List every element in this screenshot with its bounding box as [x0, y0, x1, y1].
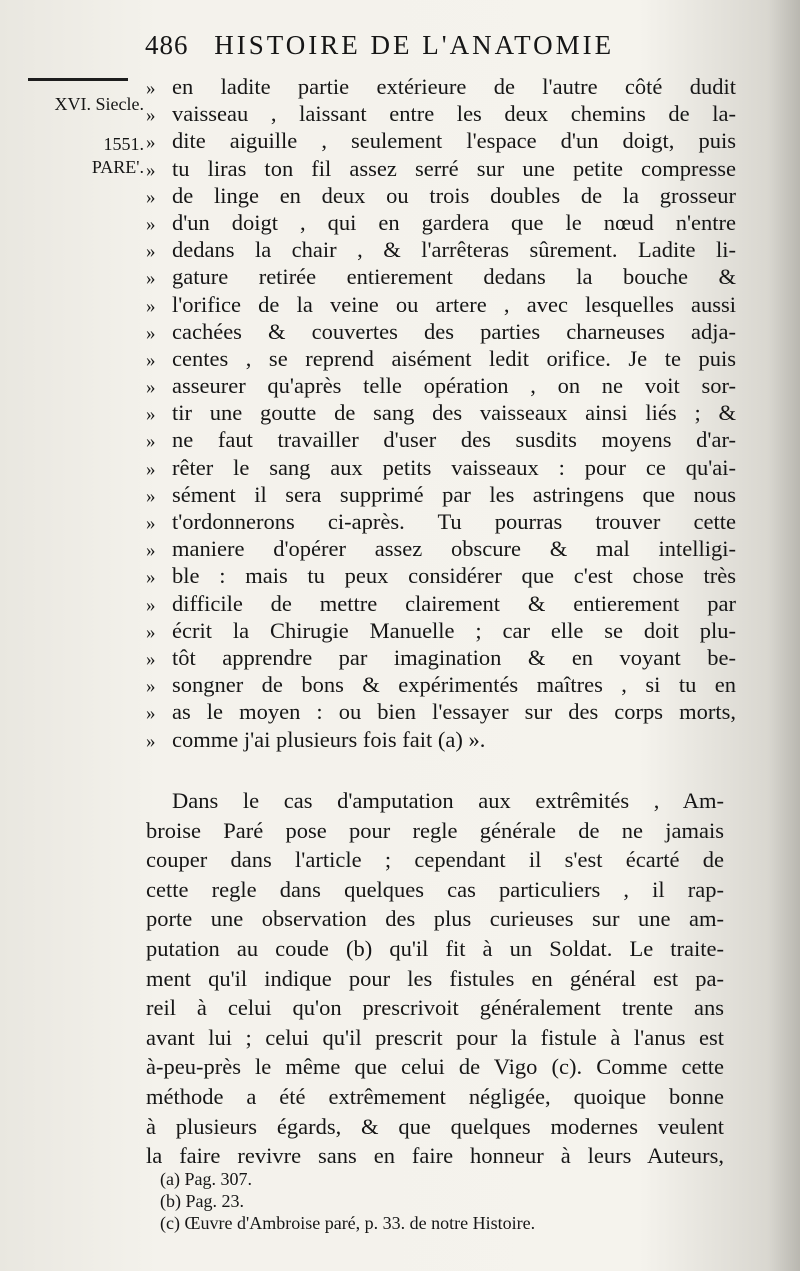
quoted-line: [146, 590, 736, 617]
quoted-line-text: tir une goutte de sang des vaisseaux ainsi liés ; &: [172, 400, 736, 426]
quoted-line: [146, 454, 736, 481]
quote-mark: »: [146, 485, 156, 507]
footnotes: [160, 1168, 720, 1234]
quote-mark: »: [146, 322, 156, 344]
footnote: (c) Œuvre d'Ambroise paré, p. 33. de notre Histoire.: [160, 1213, 536, 1233]
quoted-line-text: tu liras ton fil assez serré sur une petite compresse: [172, 155, 736, 181]
quoted-line: [146, 481, 736, 508]
quoted-line-text: rêter le sang aux petits vaisseaux : pour ce qu'ai-: [172, 454, 736, 480]
quote-mark: »: [146, 676, 156, 698]
quoted-line: [146, 155, 736, 182]
quoted-line-text: songner de bons & expérimentés maîtres , si tu en: [172, 672, 736, 698]
quoted-line: [146, 399, 736, 426]
quote-mark: »: [146, 159, 156, 181]
running-title: HISTOIRE DE L'ANATOMIE: [214, 30, 615, 60]
paragraph-line: la faire revivre sans en faire honneur à leurs Auteurs,: [146, 1143, 724, 1169]
quote-mark: »: [146, 268, 156, 290]
quoted-line-text: en ladite partie extérieure de l'autre côté dudit: [172, 74, 736, 99]
quoted-line-text: écrit la Chirugie Manuelle ; car elle se doit plu-: [172, 617, 736, 643]
footnote: (a) Pag. 307.: [160, 1169, 252, 1189]
quote-mark: »: [146, 105, 156, 127]
quote-mark: »: [146, 431, 156, 453]
quoted-line-text: t'ordonnerons ci-après. Tu pourras trouver cette: [172, 509, 736, 534]
quoted-line: [146, 617, 736, 644]
quoted-line-text: ble : mais tu peux considérer que c'est chose très: [172, 563, 736, 589]
paragraph-line: méthode a été extrêmement négligée, quoique bonne: [146, 1083, 724, 1109]
quote-mark: »: [146, 78, 156, 99]
paragraph-line: broise Paré pose pour regle générale de ne jamais: [146, 817, 724, 843]
quote-mark: »: [146, 241, 156, 263]
paragraph-line: cette regle dans quelques cas particuliers , il rap-: [146, 876, 724, 902]
quoted-line-text: vaisseau , laissant entre les deux chemins de la-: [172, 101, 736, 127]
quoted-line: [146, 562, 736, 589]
margin-note-year: 1551.: [103, 134, 144, 154]
quoted-line-text: gature retirée entierement dedans la bouche &: [172, 264, 736, 290]
quoted-line: [146, 372, 736, 399]
quoted-line-text: cachées & couvertes des parties charneuses adja-: [172, 318, 736, 344]
quote-mark: »: [146, 567, 156, 589]
quote-mark: »: [146, 458, 156, 480]
quoted-line: [146, 318, 736, 345]
quote-mark: »: [146, 404, 156, 426]
quoted-line: [146, 698, 736, 725]
quoted-line: [146, 263, 736, 290]
paragraph-line: ment qu'il indique pour les fistules en général est pa-: [146, 965, 724, 991]
quoted-line: [146, 127, 736, 154]
quoted-line-text: dedans la chair , & l'arrêteras sûrement. Ladite li-: [172, 237, 736, 263]
quoted-line: [146, 182, 736, 209]
paragraph-line: couper dans l'article ; cependant il s'est écarté de: [146, 847, 724, 873]
paragraph-line: avant lui ; celui qu'il prescrit pour la fistule à l'anus est: [146, 1024, 724, 1050]
quoted-line: [146, 236, 736, 263]
quoted-line-text: l'orifice de la veine ou artere , avec lesquelles aussi: [172, 291, 736, 317]
quoted-line: [146, 671, 736, 698]
quoted-line-text: dite aiguille , seulement l'espace d'un doigt, puis: [172, 128, 736, 154]
quote-mark: »: [146, 132, 156, 154]
quoted-line-text: difficile de mettre clairement & entierement par: [172, 590, 736, 616]
quote-mark: »: [146, 213, 156, 235]
paragraph-line: Dans le cas d'amputation aux extrêmités , Am-: [172, 788, 724, 813]
quote-mark: »: [146, 377, 156, 399]
quote-mark: »: [146, 295, 156, 317]
quoted-line: [146, 100, 736, 127]
quoted-line: [146, 644, 736, 671]
body-paragraph: [146, 786, 724, 1171]
quoted-line: [146, 209, 736, 236]
quote-mark: »: [146, 186, 156, 208]
paragraph-line: putation au coude (b) qu'il fit à un Soldat. Le traite-: [146, 935, 724, 961]
margin-note-author: PARE'.: [91, 157, 144, 177]
quoted-line-text: tôt apprendre par imagination & en voyant be-: [172, 644, 736, 670]
quoted-line-text: de linge en deux ou trois doubles de la grosseur: [172, 182, 736, 208]
quoted-line: [146, 291, 736, 318]
quoted-line-text: sément il sera supprimé par les astringens que nous: [172, 481, 736, 507]
running-header: [145, 30, 765, 61]
quoted-line-text: ne faut travailler d'user des susdits moyens d'ar-: [172, 427, 736, 453]
quoted-line: [146, 73, 736, 100]
quote-mark: »: [146, 513, 156, 534]
margin-rule: [28, 78, 128, 81]
paragraph-line: à-peu-près le même que celui de Vigo (c). Comme cette: [146, 1054, 724, 1080]
quoted-line: [146, 508, 736, 535]
quoted-line: [146, 726, 736, 753]
quote-mark: »: [146, 703, 156, 725]
quote-mark: »: [146, 349, 156, 371]
page-number: 486: [145, 30, 189, 60]
quote-mark: »: [146, 730, 156, 752]
quoted-line-text: as le moyen : ou bien l'essayer sur des corps morts,: [172, 699, 736, 725]
paragraph-line: à plusieurs égards, & que quelques modernes veulent: [146, 1113, 724, 1139]
quoted-line-text: centes , se reprend aisément ledit orifice. Je te puis: [172, 345, 736, 371]
quoted-line: [146, 426, 736, 453]
quote-mark: »: [146, 540, 156, 562]
footnote: (b) Pag. 23.: [160, 1191, 244, 1211]
margin-note-century: XVI. Siecle.: [54, 94, 144, 114]
quoted-line-text: maniere d'opérer assez obscure & mal intelligi-: [172, 536, 736, 562]
quoted-passage: [146, 73, 736, 753]
quote-mark: »: [146, 621, 156, 643]
quoted-line-text: d'un doigt , qui en gardera que le nœud n'entre: [172, 209, 736, 235]
quote-mark: »: [146, 594, 156, 616]
quoted-line-text: asseurer qu'après telle opération , on ne voit sor-: [172, 373, 736, 399]
paragraph-line: porte une observation des plus curieuses sur une am-: [146, 906, 724, 932]
quoted-line: [146, 345, 736, 372]
quoted-line-text: comme j'ai plusieurs fois fait (a) ».: [172, 726, 486, 752]
quote-mark: »: [146, 648, 156, 670]
quoted-line: [146, 535, 736, 562]
paragraph-line: reil à celui qu'on prescrivoit généralement trente ans: [146, 995, 724, 1021]
